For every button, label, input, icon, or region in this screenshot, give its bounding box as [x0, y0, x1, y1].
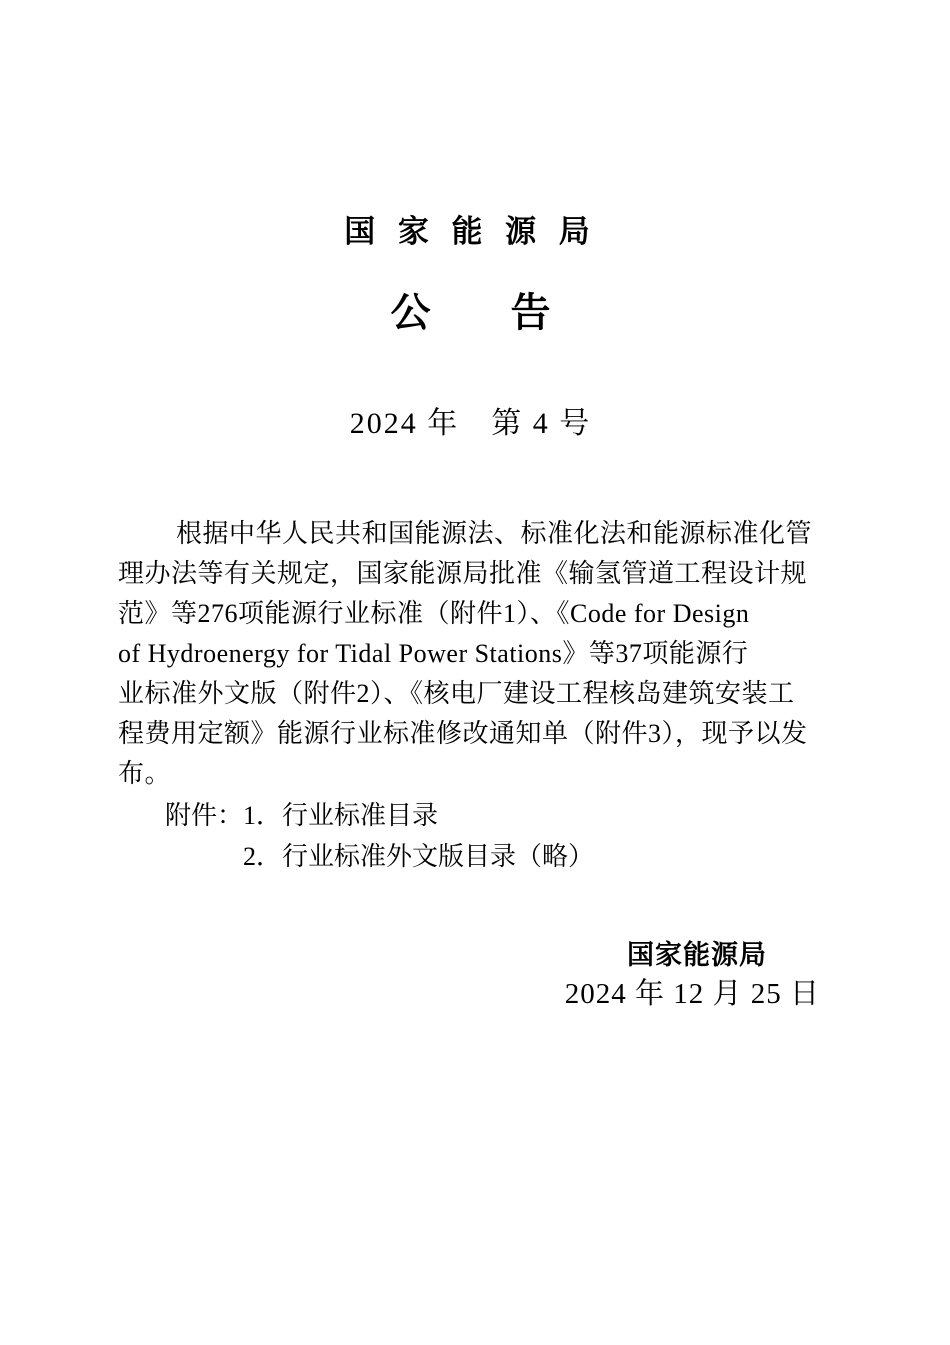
attachment-item-2: 2．行业标准外文版目录（略） [243, 842, 595, 871]
signature-agency: 国家能源局 [627, 940, 767, 970]
body-paragraph [118, 514, 823, 794]
paragraph-line: 程费用定额》能源行业标准修改通知单（附件3），现予以发 [118, 719, 808, 748]
paragraph-line: 范》等276项能源行业标准（附件1）、《Code for Design [118, 599, 750, 628]
issue-number: 2024 年 第 4 号 [349, 407, 592, 440]
paragraph-line: 业标准外文版（附件2）、《核电厂建设工程核岛建筑安装工 [118, 679, 795, 708]
page-content [0, 214, 950, 877]
document-type-title: 公 告 [390, 291, 551, 335]
attachment-item [165, 795, 823, 836]
signature-date: 2024 年 12 月 25 日 [564, 978, 820, 1010]
attachment-item-1: 1．行业标准目录 [243, 801, 439, 830]
attachments-label: 附件： [165, 801, 244, 830]
paragraph-line: 根据中华人民共和国能源法、标准化法和能源标准化管 [176, 519, 813, 548]
paragraph-line: 理办法等有关规定，国家能源局批准《输氢管道工程设计规 [118, 559, 808, 588]
paragraph-line: of Hydroenergy for Tidal Power Stations》等37项能源行 [118, 639, 749, 668]
agency-title: 国 家 能 源 局 [344, 214, 597, 249]
paragraph-line: 布。 [118, 759, 172, 788]
attachments-list [118, 795, 823, 877]
